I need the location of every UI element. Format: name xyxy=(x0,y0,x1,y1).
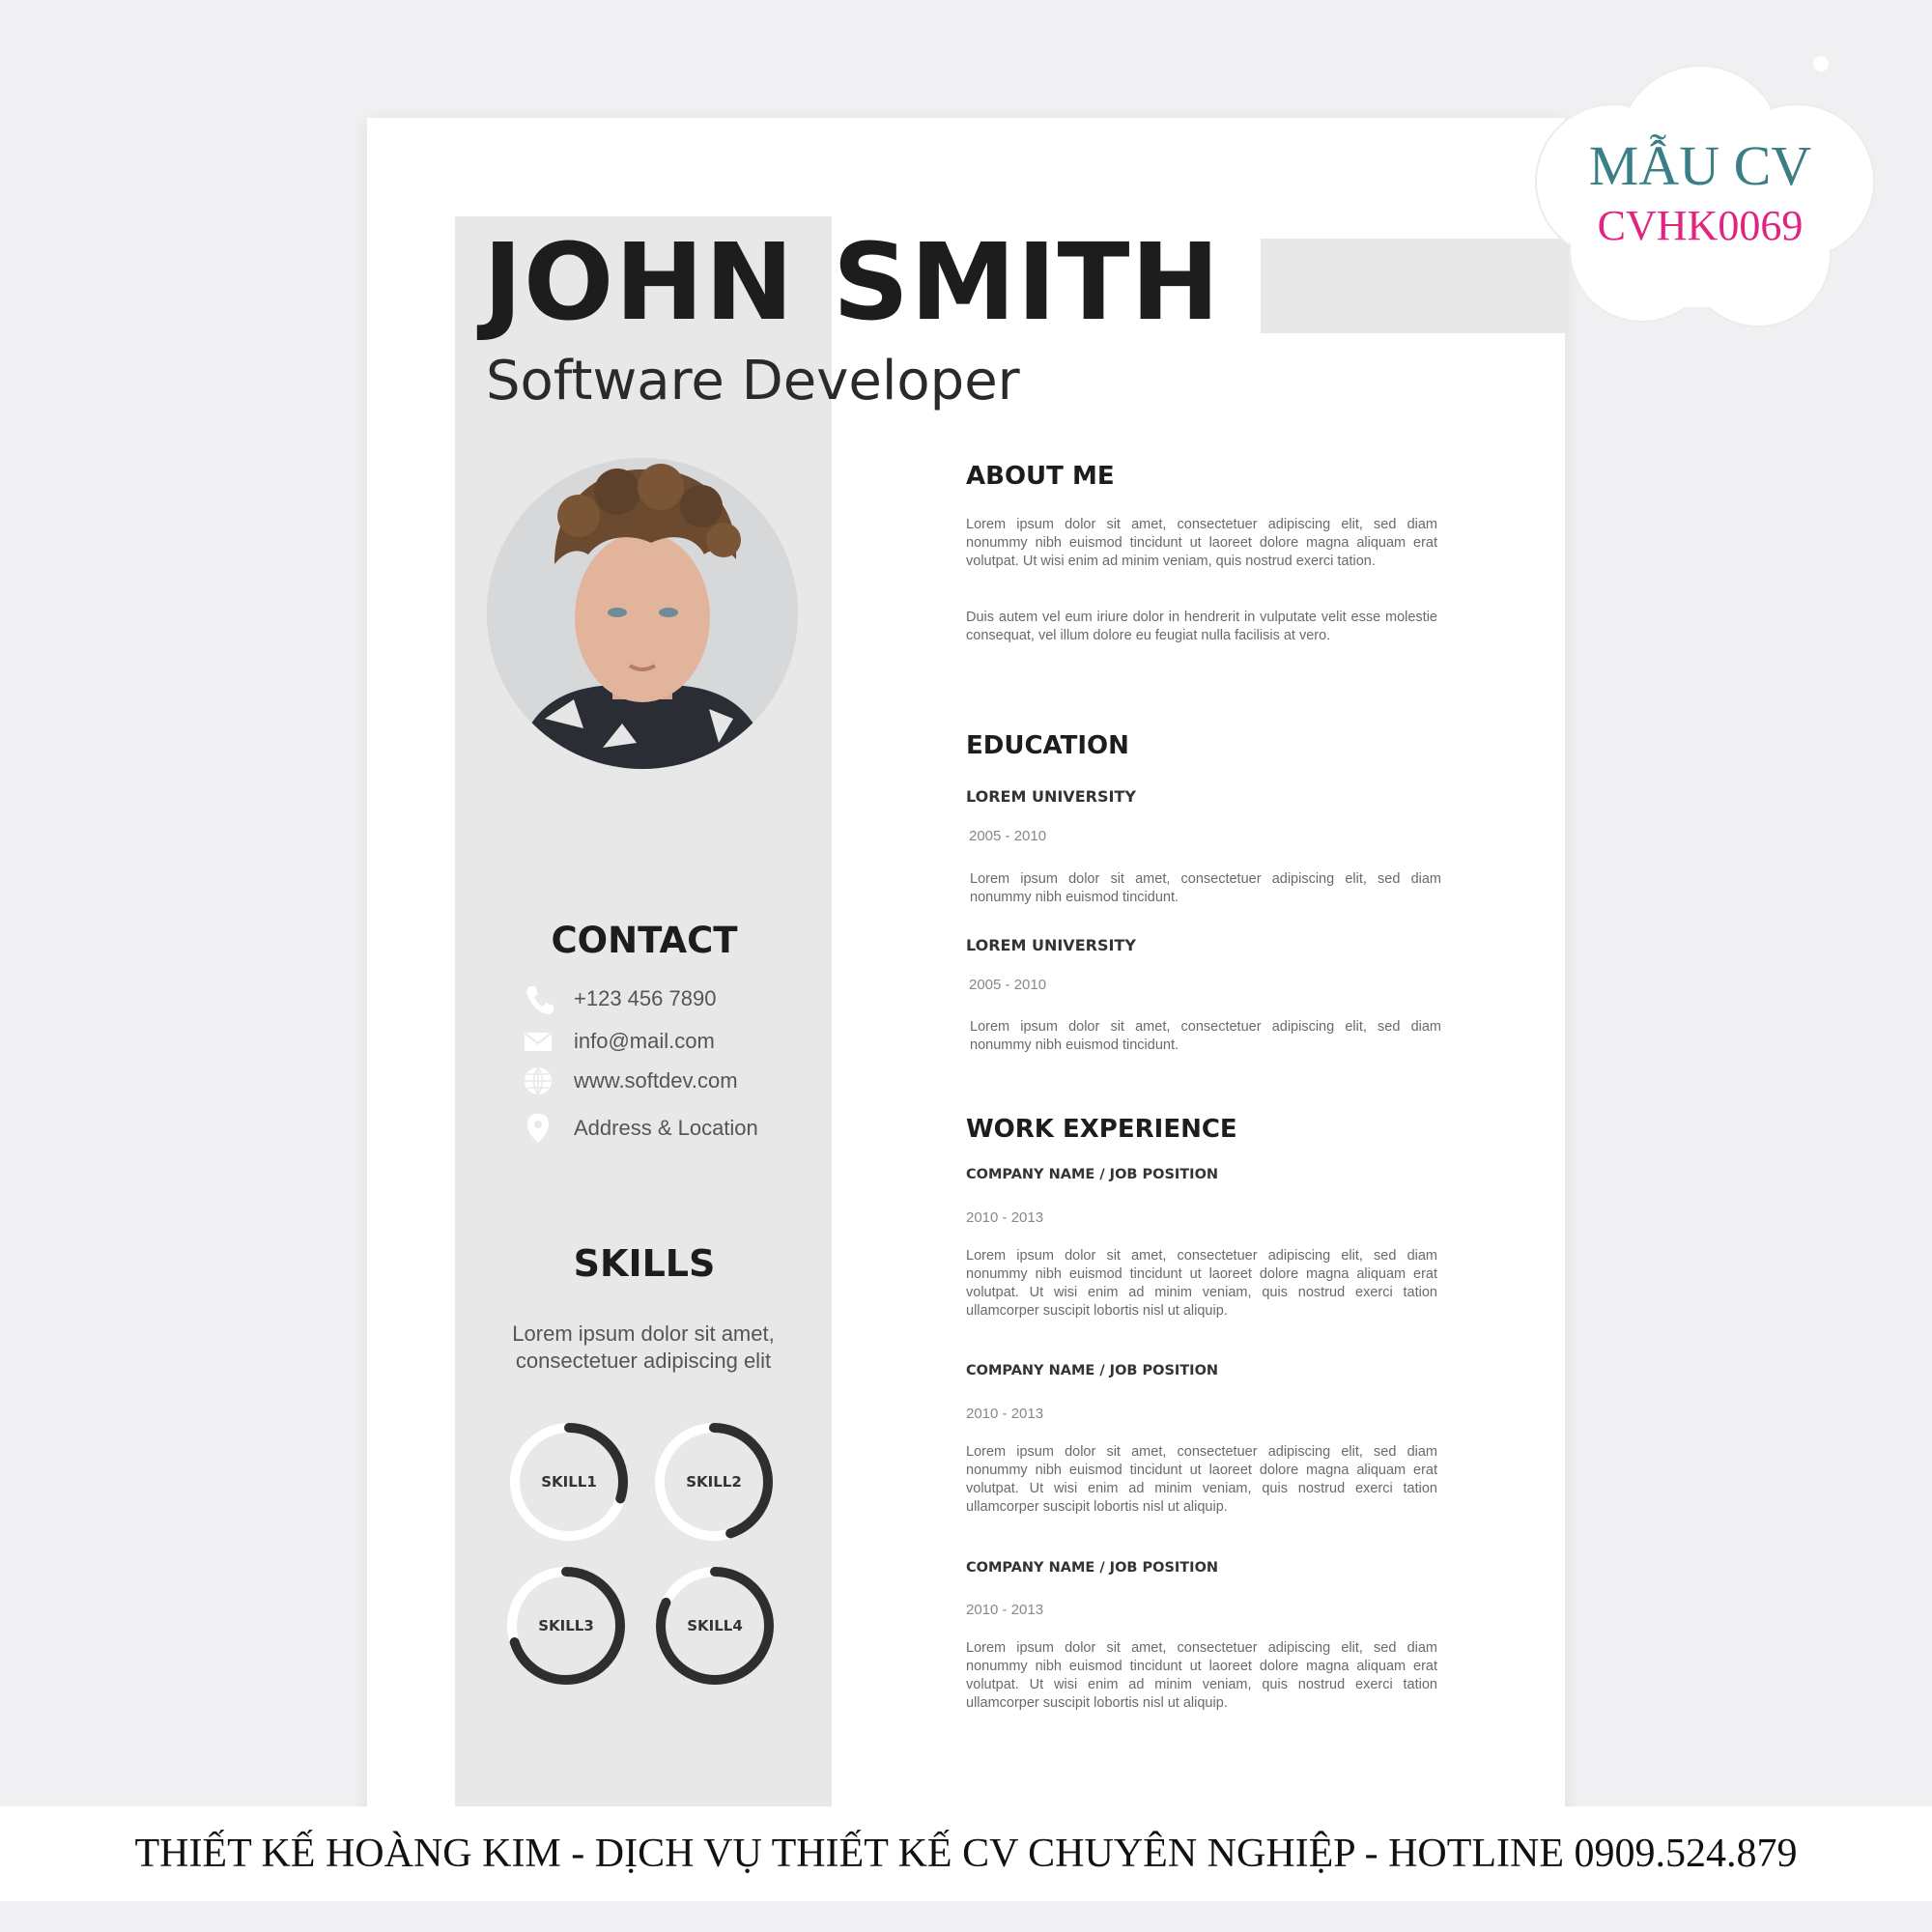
contact-heading: CONTACT xyxy=(551,920,738,961)
resume-name: JOHN SMITH xyxy=(483,220,1221,344)
skill-ring-4 xyxy=(653,1564,777,1688)
contact-website xyxy=(522,1064,738,1098)
footer-text: THIẾT KẾ HOÀNG KIM - DỊCH VỤ THIẾT KẾ CV CHUYÊN NGHIỆP - HOTLINE 0909.524.879 xyxy=(134,1832,1798,1876)
badge-code: CVHK0069 xyxy=(1597,202,1804,249)
work-heading: WORK EXPERIENCE xyxy=(966,1115,1237,1144)
contact-address-text: Address & Location xyxy=(574,1116,758,1140)
contact-website-text: www.softdev.com xyxy=(574,1068,738,1093)
contact-phone-text: +123 456 7890 xyxy=(574,986,717,1010)
skills-heading: SKILLS xyxy=(573,1242,716,1285)
contact-phone xyxy=(522,981,716,1016)
work-position-3: COMPANY NAME / JOB POSITION xyxy=(966,1560,1219,1576)
skills-description: Lorem ipsum dolor sit amet, consectetuer adipiscing elit xyxy=(512,1321,775,1373)
location-pin-icon xyxy=(522,1112,554,1145)
contact-email xyxy=(522,1024,715,1059)
work-position-2: COMPANY NAME / JOB POSITION xyxy=(966,1363,1219,1378)
footer-banner xyxy=(0,1806,1932,1901)
work-dates-2: 2010 - 2013 xyxy=(966,1406,1044,1422)
globe-icon xyxy=(522,1065,554,1097)
education-school-1: LOREM UNIVERSITY xyxy=(966,787,1136,806)
resume-job-title: Software Developer xyxy=(486,350,1020,412)
work-position-1: COMPANY NAME / JOB POSITION xyxy=(966,1167,1219,1182)
skill-ring-1 xyxy=(507,1420,631,1544)
skill-label-1: SKILL1 xyxy=(541,1473,597,1491)
work-dates-1: 2010 - 2013 xyxy=(966,1209,1044,1226)
mail-icon xyxy=(522,1025,554,1058)
education-text-1: Lorem ipsum dolor sit amet, consectetuer adipiscing elit, sed diam nonummy nibh euismod tincidunt. xyxy=(970,871,1441,905)
contact-address xyxy=(522,1111,758,1146)
work-text-3: Lorem ipsum dolor sit amet, consectetuer adipiscing elit, sed diam nonummy nibh euismod tincidunt ut laoreet dolore magna aliquam erat volutpat. Ut wisi enim ad minim veniam, quis nostrud exerci tation ullamcorper suscipit lobortis nisl ut aliquip. xyxy=(966,1640,1437,1711)
education-text-2: Lorem ipsum dolor sit amet, consectetuer adipiscing elit, sed diam nonummy nibh euismod tincidunt. xyxy=(970,1019,1441,1053)
work-text-2: Lorem ipsum dolor sit amet, consectetuer adipiscing elit, sed diam nonummy nibh euismod tincidunt ut laoreet dolore magna aliquam erat volutpat. Ut wisi enim ad minim veniam, quis nostrud exerci tation ullamcorper suscipit lobortis nisl ut aliquip. xyxy=(966,1444,1437,1515)
skill-label-4: SKILL4 xyxy=(687,1617,743,1634)
education-dates-2: 2005 - 2010 xyxy=(969,977,1047,993)
about-heading: ABOUT ME xyxy=(966,462,1115,491)
contact-email-text: info@mail.com xyxy=(574,1029,715,1053)
skill-ring-3 xyxy=(504,1564,628,1688)
work-text-1: Lorem ipsum dolor sit amet, consectetuer adipiscing elit, sed diam nonummy nibh euismod tincidunt ut laoreet dolore magna aliquam erat volutpat. Ut wisi enim ad minim veniam, quis nostrud exerci tation ullamcorper suscipit lobortis nisl ut aliquip. xyxy=(966,1248,1437,1319)
education-dates-1: 2005 - 2010 xyxy=(969,828,1047,844)
education-heading: EDUCATION xyxy=(966,731,1129,760)
skill-ring-2 xyxy=(652,1420,776,1544)
phone-icon xyxy=(522,982,554,1015)
profile-photo xyxy=(487,458,798,769)
work-dates-3: 2010 - 2013 xyxy=(966,1602,1044,1618)
skill-label-2: SKILL2 xyxy=(686,1473,742,1491)
bottom-strip xyxy=(0,1901,1932,1932)
skill-label-3: SKILL3 xyxy=(538,1617,594,1634)
badge-title: MẪU CV xyxy=(1588,134,1812,197)
education-school-2: LOREM UNIVERSITY xyxy=(966,936,1136,954)
about-paragraph-1: Lorem ipsum dolor sit amet, consectetuer adipiscing elit, sed diam nonummy nibh euismod tincidunt ut laoreet dolore magna aliquam erat volutpat. Ut wisi enim ad minim veniam, quis nostrud exerci tation. xyxy=(966,517,1437,569)
about-paragraph-2: Duis autem vel eum iriure dolor in hendrerit in vulputate velit esse molestie consequat, vel illum dolore eu feugiat nulla facilisis at vero. xyxy=(966,610,1437,643)
